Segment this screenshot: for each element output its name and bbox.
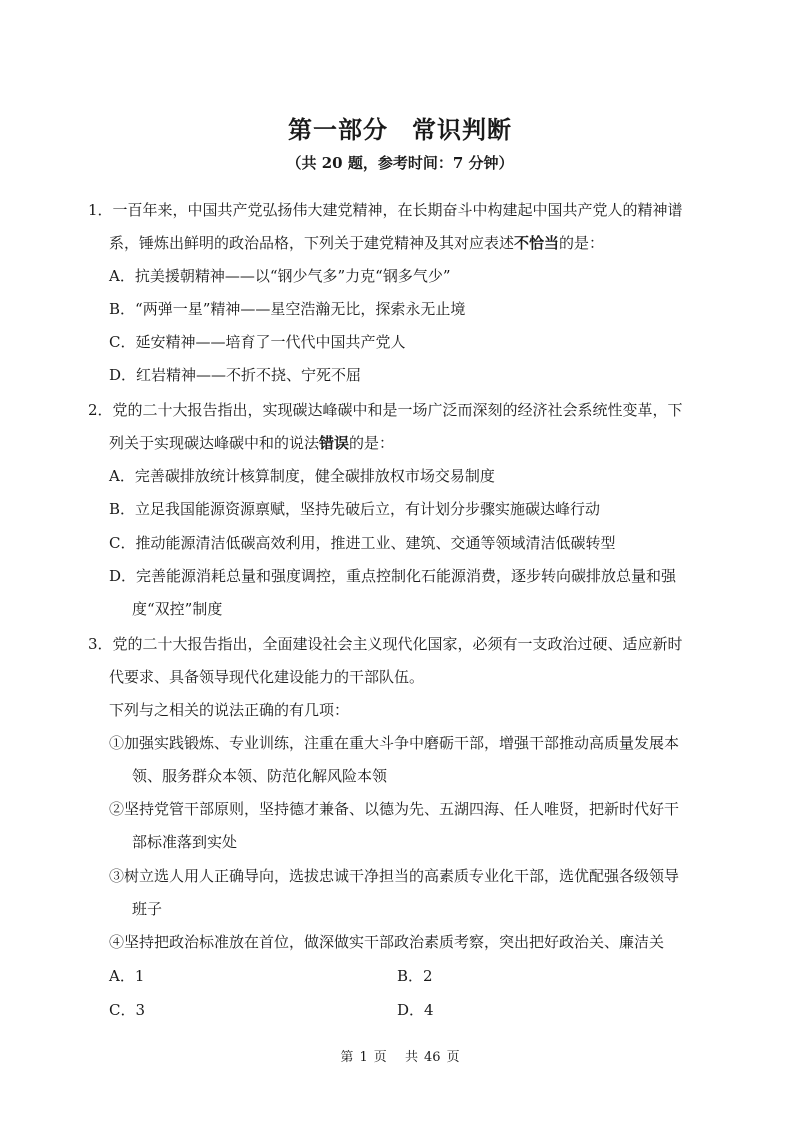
question-3-item-3: ③树立选人用人正确导向，选拔忠诚干净担当的高素质专业化干部，选优配强各级领导 <box>109 867 680 885</box>
question-2-option-a[interactable]: A．完善碳排放统计核算制度，健全碳排放权市场交易制度 <box>109 467 495 485</box>
question-1-option-c[interactable]: C．延安精神——培育了一代代中国共产党人 <box>109 333 406 351</box>
question-2-stem-line2: 列关于实现碳达峰碳中和的说法错误的是： <box>109 434 395 452</box>
question-2-option-d-cont: 度“双控”制度 <box>132 600 223 618</box>
question-2-emphasis: 错误 <box>319 434 350 452</box>
question-3-option-b[interactable]: B．2 <box>397 967 433 985</box>
question-2-stem-line1: 2．党的二十大报告指出，实现碳达峰碳中和是一场广泛而深刻的经济社会系统性变革，下 <box>88 401 683 419</box>
question-3-item-1: ①加强实践锻炼、专业训练，注重在重大斗争中磨砺干部，增强干部推动高质量发展本 <box>109 734 680 752</box>
question-3-option-a[interactable]: A．1 <box>109 967 145 985</box>
question-3-option-d[interactable]: D．4 <box>397 1001 434 1019</box>
question-3-option-c[interactable]: C．3 <box>109 1001 146 1019</box>
page-number: 1 <box>359 1050 368 1065</box>
section-title-part1: 第一部分 <box>288 116 388 144</box>
question-1-emphasis: 不恰当 <box>514 234 560 252</box>
question-1-option-b[interactable]: B．“两弹一星”精神——星空浩瀚无比，探索永无止境 <box>109 300 466 318</box>
question-1-option-a[interactable]: A．抗美援朝精神——以“钢少气多”力克“钢多气少” <box>109 267 451 285</box>
question-1-option-d[interactable]: D．红岩精神——不折不挠、宁死不屈 <box>109 366 362 384</box>
question-3-stem-line3: 下列与之相关的说法正确的有几项： <box>109 701 350 719</box>
question-3-item-1-cont: 领、服务群众本领、防范化解风险本领 <box>132 767 388 785</box>
section-subtitle: （共 20 题，参考时间：7 分钟） <box>286 154 514 172</box>
total-pages: 46 <box>424 1050 441 1065</box>
question-1-stem-line1: 1．一百年来，中国共产党弘扬伟大建党精神，在长期奋斗中构建起中国共产党人的精神谱 <box>88 201 683 219</box>
section-title-part2: 常识判断 <box>412 116 512 144</box>
question-2-option-c[interactable]: C．推动能源清洁低碳高效利用，推进工业、建筑、交通等领域清洁低碳转型 <box>109 534 616 552</box>
section-title <box>0 110 800 145</box>
page-footer: 第 1 页 共 46 页 <box>340 1050 460 1065</box>
question-1-stem-line2: 系，锤炼出鲜明的政治品格，下列关于建党精神及其对应表述不恰当的是： <box>109 234 605 252</box>
question-3-item-2: ②坚持党管干部原则，坚持德才兼备、以德为先、五湖四海、任人唯贤，把新时代好干 <box>109 800 680 818</box>
question-2-option-b[interactable]: B．立足我国能源资源禀赋，坚持先破后立，有计划分步骤实施碳达峰行动 <box>109 500 601 518</box>
question-3-item-2-cont: 部标准落到实处 <box>132 833 238 851</box>
question-3-stem-line2: 代要求、具备领导现代化建设能力的干部队伍。 <box>109 668 425 686</box>
question-3-item-4: ④坚持把政治标准放在首位，做深做实干部政治素质考察，突出把好政治关、廉洁关 <box>109 933 665 951</box>
question-2-option-d[interactable]: D．完善能源消耗总量和强度调控，重点控制化石能源消费，逐步转向碳排放总量和强 <box>109 567 677 585</box>
question-3-stem-line1: 3．党的二十大报告指出，全面建设社会主义现代化国家，必须有一支政治过硬、适应新时 <box>88 635 683 653</box>
question-3-item-3-cont: 班子 <box>132 900 163 918</box>
